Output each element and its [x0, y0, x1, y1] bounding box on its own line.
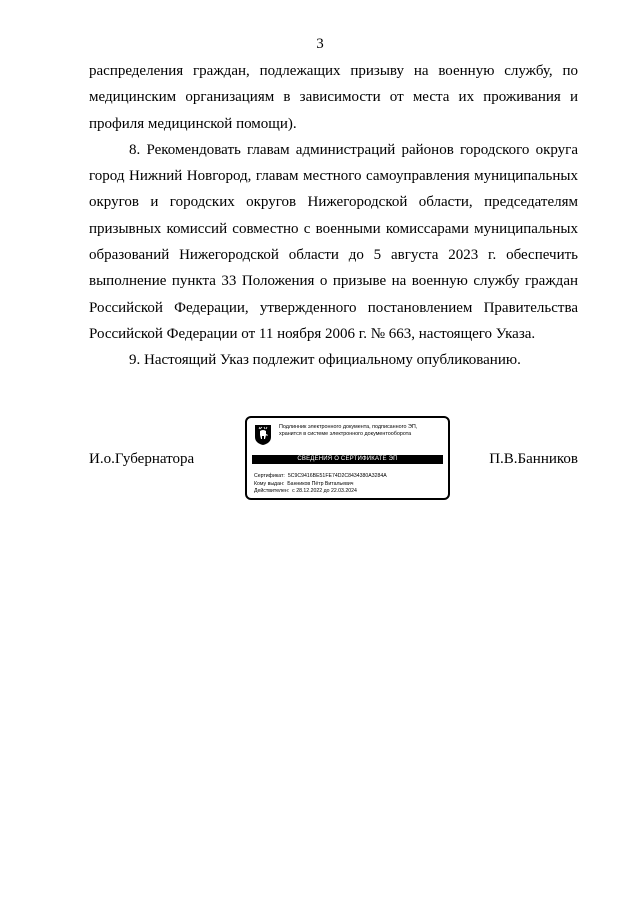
issued-to-row: Кому выдан: Банников Пётр Витальевич: [254, 480, 354, 487]
certificate-row: Сертификат: 5C9C9416BE51FE74D2C8434380A3284A: [254, 473, 387, 479]
paragraph-item-9: 9. Настоящий Указ подлежит официальному опубликованию.: [129, 352, 521, 369]
paragraph-item-8: 8. Рекомендовать главам администраций районов городского округа город Нижний Новгород, главам местного самоуправления муниципальных округов и городских округов Нижегородской области, председателям призывных комиссий совместно с военными комиссарами муниципальных образований Нижегородской области до 5 августа 2023 г. обеспечить выполнение пункта 33 Положения о призыве на военную службу граждан Российской Федерации, утвержденного постановлением Правительства Российской Федерации от 11 ноября 2006 г. № 663, настоящего Указа.: [89, 141, 578, 342]
signatory-position: И.о.Губернатора: [89, 451, 195, 467]
page-number: 3: [316, 36, 324, 52]
signatory-name: П.В.Банников: [489, 451, 578, 467]
paragraph-continuation: распределения граждан, подлежащих призыву на военную службу, по медицинским организациям в зависимости от места их проживания и профиля медицинской помощи).: [89, 63, 578, 132]
validity-row: Действителен: с 28.12.2022 до 22.03.2024: [254, 488, 357, 494]
electronic-signature-stamp: [245, 416, 450, 500]
document-body: [89, 58, 578, 374]
deer-coat-of-arms-icon: [254, 424, 272, 446]
stamp-title-bar: СВЕДЕНИЯ О СЕРТИФИКАТЕ ЭП: [252, 455, 443, 464]
stamp-header: Подлинник электронного документа, подписанного ЭП, хранится в системе электронного документооборота: [279, 424, 418, 437]
stamp-details: [254, 473, 387, 496]
